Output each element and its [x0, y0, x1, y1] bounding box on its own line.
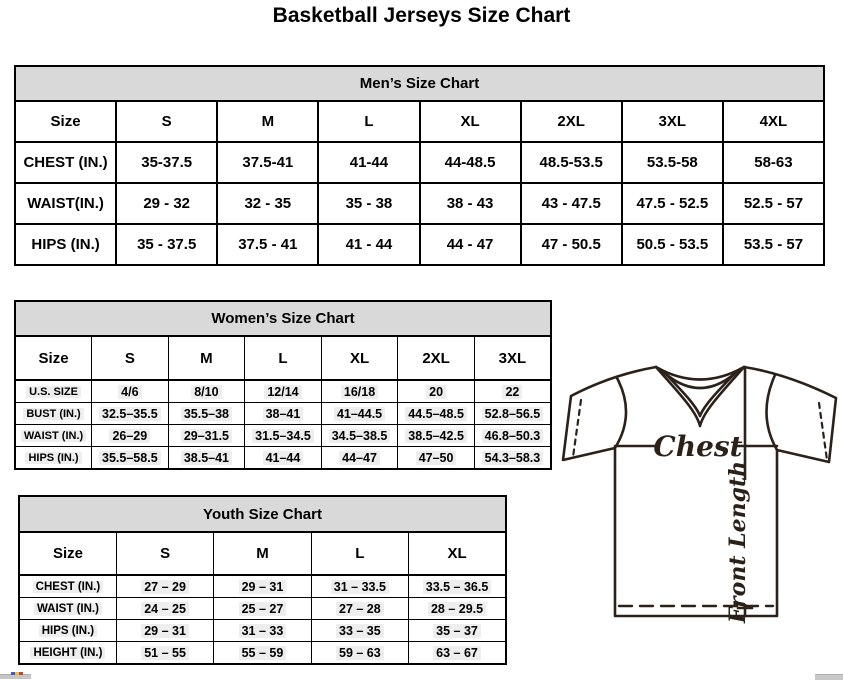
youth-value-cell: 51 – 55 — [116, 642, 213, 665]
jersey-measurement-diagram — [556, 358, 843, 630]
mens-table-row — [15, 142, 824, 183]
womens-value-cell: 35.5–38 — [168, 403, 245, 425]
youth-row-label: HEIGHT (IN.) — [19, 642, 116, 665]
mens-column-header-xl: XL — [420, 101, 521, 142]
youth-value-cell: 35 – 37 — [409, 620, 506, 642]
jersey-left-armhole-seam — [615, 378, 626, 448]
womens-value-cell: 44.5–48.5 — [398, 403, 475, 425]
mens-header-row — [15, 101, 824, 142]
mens-value-cell: 43 - 47.5 — [521, 183, 622, 224]
youth-value-cell: 33 – 35 — [311, 620, 408, 642]
womens-value-cell: 4/6 — [92, 380, 169, 403]
mens-value-cell: 44-48.5 — [420, 142, 521, 183]
youth-column-header-m: M — [214, 532, 311, 575]
youth-corner-label: Size — [19, 532, 116, 575]
youth-value-cell: 24 – 25 — [116, 598, 213, 620]
youth-table-row — [19, 575, 506, 598]
mens-value-cell: 58-63 — [723, 142, 824, 183]
womens-value-cell: 54.3–58.3 — [474, 447, 551, 470]
jersey-left-cuff-dashes — [573, 400, 581, 457]
mens-row-label: HIPS (IN.) — [15, 224, 116, 265]
womens-value-cell: 29–31.5 — [168, 425, 245, 447]
womens-value-cell: 32.5–35.5 — [92, 403, 169, 425]
mens-value-cell: 50.5 - 53.5 — [622, 224, 723, 265]
womens-column-header-2xl: 2XL — [398, 336, 475, 380]
womens-value-cell: 12/14 — [245, 380, 322, 403]
mens-table-row — [15, 183, 824, 224]
womens-column-header-3xl: 3XL — [474, 336, 551, 380]
page-title: Basketball Jerseys Size Chart — [272, 4, 571, 27]
jersey-right-cuff-dashes — [819, 403, 827, 460]
mens-column-header-4xl: 4XL — [723, 101, 824, 142]
youth-column-header-xl: XL — [409, 532, 506, 575]
mens-value-cell: 53.5-58 — [622, 142, 723, 183]
youth-value-cell: 27 – 28 — [311, 598, 408, 620]
youth-value-cell: 29 – 31 — [116, 620, 213, 642]
youth-value-cell: 31 – 33 — [214, 620, 311, 642]
womens-value-cell: 41–44 — [245, 447, 322, 470]
womens-value-cell: 44–47 — [321, 447, 398, 470]
mens-value-cell: 29 - 32 — [116, 183, 217, 224]
womens-value-cell: 52.8–56.5 — [474, 403, 551, 425]
womens-table-row — [15, 447, 551, 470]
womens-value-cell: 34.5–38.5 — [321, 425, 398, 447]
womens-value-cell: 38.5–42.5 — [398, 425, 475, 447]
womens-corner-label: Size — [15, 336, 92, 380]
youth-table-row — [19, 620, 506, 642]
youth-value-cell: 31 – 33.5 — [311, 575, 408, 598]
youth-value-cell: 29 – 31 — [214, 575, 311, 598]
youth-header-row — [19, 532, 506, 575]
womens-column-header-xl: XL — [321, 336, 398, 380]
womens-size-chart-table — [14, 300, 552, 470]
youth-size-chart-table — [18, 495, 507, 665]
womens-table-row — [15, 380, 551, 403]
youth-table-row — [19, 598, 506, 620]
womens-table-row — [15, 403, 551, 425]
mens-size-chart-table — [14, 65, 825, 266]
womens-row-label: WAIST (IN.) — [15, 425, 92, 447]
mens-value-cell: 37.5 - 41 — [217, 224, 318, 265]
mens-value-cell: 47.5 - 52.5 — [622, 183, 723, 224]
mens-value-cell: 35-37.5 — [116, 142, 217, 183]
mens-corner-label: Size — [15, 101, 116, 142]
womens-value-cell: 20 — [398, 380, 475, 403]
jersey-body-outline — [563, 367, 836, 616]
womens-table-row — [15, 425, 551, 447]
mens-value-cell: 37.5-41 — [217, 142, 318, 183]
youth-table-row — [19, 642, 506, 665]
youth-value-cell: 55 – 59 — [214, 642, 311, 665]
mens-table-body — [15, 142, 824, 265]
youth-row-label: CHEST (IN.) — [19, 575, 116, 598]
mens-value-cell: 41 - 44 — [318, 224, 419, 265]
front-length-label: Front Length — [725, 460, 751, 624]
youth-value-cell: 27 – 29 — [116, 575, 213, 598]
womens-value-cell: 22 — [474, 380, 551, 403]
mens-value-cell: 38 - 43 — [420, 183, 521, 224]
youth-row-label: HIPS (IN.) — [19, 620, 116, 642]
mens-column-header-2xl: 2XL — [521, 101, 622, 142]
mens-table-row — [15, 224, 824, 265]
womens-row-label: BUST (IN.) — [15, 403, 92, 425]
womens-value-cell: 8/10 — [168, 380, 245, 403]
mens-column-header-3xl: 3XL — [622, 101, 723, 142]
youth-row-label: WAIST (IN.) — [19, 598, 116, 620]
mens-value-cell: 35 - 38 — [318, 183, 419, 224]
jersey-vneck-inner — [663, 371, 737, 416]
mens-value-cell: 32 - 35 — [217, 183, 318, 224]
youth-column-header-s: S — [116, 532, 213, 575]
mens-value-cell: 53.5 - 57 — [723, 224, 824, 265]
horizontal-scrollbar-right-piece[interactable] — [815, 674, 843, 680]
womens-value-cell: 47–50 — [398, 447, 475, 470]
womens-table-body — [15, 380, 551, 469]
mens-value-cell: 41-44 — [318, 142, 419, 183]
youth-table-body — [19, 575, 506, 664]
mens-row-label: CHEST (IN.) — [15, 142, 116, 183]
youth-value-cell: 28 – 29.5 — [409, 598, 506, 620]
youth-value-cell: 25 – 27 — [214, 598, 311, 620]
womens-value-cell: 16/18 — [321, 380, 398, 403]
youth-column-header-l: L — [311, 532, 408, 575]
mens-chart-title: Men’s Size Chart — [15, 66, 824, 101]
womens-value-cell: 41–44.5 — [321, 403, 398, 425]
mens-column-header-s: S — [116, 101, 217, 142]
womens-row-label: U.S. SIZE — [15, 380, 92, 403]
womens-header-row — [15, 336, 551, 380]
womens-value-cell: 38.5–41 — [168, 447, 245, 470]
womens-column-header-m: M — [168, 336, 245, 380]
womens-row-label: HIPS (IN.) — [15, 447, 92, 470]
jersey-right-armhole-seam — [766, 375, 777, 450]
youth-value-cell: 59 – 63 — [311, 642, 408, 665]
womens-value-cell: 26–29 — [92, 425, 169, 447]
youth-value-cell: 33.5 – 36.5 — [409, 575, 506, 598]
womens-value-cell: 35.5–58.5 — [92, 447, 169, 470]
mens-value-cell: 35 - 37.5 — [116, 224, 217, 265]
mens-column-header-l: L — [318, 101, 419, 142]
mens-value-cell: 52.5 - 57 — [723, 183, 824, 224]
womens-value-cell: 38–41 — [245, 403, 322, 425]
youth-chart-title: Youth Size Chart — [19, 496, 506, 532]
mens-value-cell: 48.5-53.5 — [521, 142, 622, 183]
mens-value-cell: 44 - 47 — [420, 224, 521, 265]
mens-row-label: WAIST(IN.) — [15, 183, 116, 224]
chest-label: Chest — [653, 430, 743, 463]
mens-value-cell: 47 - 50.5 — [521, 224, 622, 265]
womens-column-header-l: L — [245, 336, 322, 380]
clipped-icon-sliver — [11, 672, 23, 675]
jersey-outline-svg — [556, 358, 843, 630]
mens-column-header-m: M — [217, 101, 318, 142]
youth-value-cell: 63 – 67 — [409, 642, 506, 665]
womens-value-cell: 31.5–34.5 — [245, 425, 322, 447]
womens-column-header-s: S — [92, 336, 169, 380]
womens-value-cell: 46.8–50.3 — [474, 425, 551, 447]
womens-chart-title: Women’s Size Chart — [15, 301, 551, 336]
